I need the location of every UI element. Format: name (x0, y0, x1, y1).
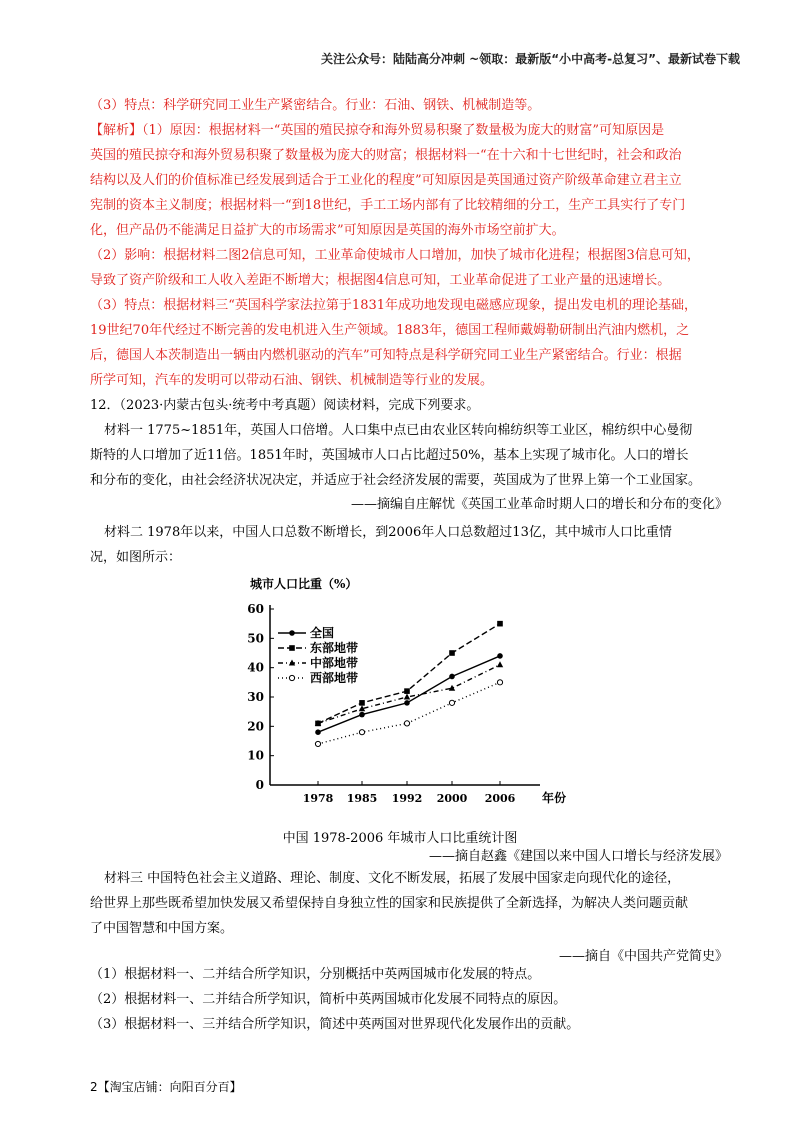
answer-line: 化，但产品仍不能满足日益扩大的市场需求”可知原因是英国的海外市场空前扩大。 (90, 223, 565, 238)
data-point (449, 700, 454, 705)
x-axis-label: 年份 (542, 791, 567, 805)
data-point (315, 729, 321, 735)
data-point (289, 675, 294, 680)
m3-line: 了中国智慧和中国方案。 (90, 921, 234, 936)
page-header: 关注公众号：陆陆高分冲刺 ~领取：最新版“小中高考-总复习”、最新试卷下载 (321, 52, 740, 66)
m3-line: 给世界上那些既希望加快发展又希望保持自身独立性的国家和民族提供了全新选择，为解决人类问题贡献 (90, 896, 689, 911)
answer-line: 结构以及人们的价值标准已经发展到适合于工业化的程度”可知原因是英国通过资产阶级革命建立君主立 (90, 173, 682, 188)
answer-line: 英国的殖民掠夺和海外贸易积聚了数量极为庞大的财富；根据材料一“在十六和十七世纪时，社会和政治 (90, 148, 682, 163)
data-point (359, 712, 365, 718)
legend-label: 东部地带 (310, 641, 359, 655)
asks-line: （3）根据材料一、三并结合所学知识，简述中英两国对世界现代化发展作出的贡献。 (90, 1017, 580, 1032)
y-tick-label: 0 (255, 778, 264, 792)
material-three-source: ——摘自《中国共产党简史》 (558, 949, 728, 964)
legend-label: 中部地带 (310, 656, 359, 670)
population-chart (230, 570, 570, 820)
answer-line: （3）特点：根据材料三“英国科学家法拉第于1831年成功地发现电磁感应现象，提出发电机的理论基础， (90, 298, 698, 313)
asks-line: （1）根据材料一、二并结合所学知识，分别概括中英两国城市化发展的特点。 (90, 967, 541, 982)
y-tick-label: 50 (247, 631, 264, 646)
x-tick-label: 1985 (346, 792, 378, 805)
data-point (359, 730, 364, 735)
question-title: 12．（2023·内蒙古包头·统考中考真题）阅读材料，完成下列要求。 (90, 398, 480, 413)
m3-line: 材料三 中国特色社会主义道路、理论、制度、文化不断发展，拓展了发展中国家走向现代化的途径， (104, 871, 681, 886)
m2-line: 况，如图所示： (90, 550, 182, 565)
data-point (359, 700, 365, 706)
data-point (497, 661, 503, 667)
x-tick-label: 2000 (436, 792, 468, 805)
y-axis-label: 城市人口比重（%） (250, 577, 358, 591)
data-point (497, 680, 502, 685)
y-tick-label: 10 (247, 748, 264, 763)
material-two-source: ——摘自赵鑫《建国以来中国人口增长与经济发展》 (428, 849, 728, 864)
data-point (289, 630, 295, 636)
answer-line: 导致了资产阶级和工人收入差距不断增大；根据图4信息可知，工业革命促进了工业产量的迅速增长。 (90, 273, 671, 288)
x-tick-label: 1992 (391, 792, 423, 805)
data-point (404, 688, 410, 694)
answer-line: （2）影响：根据材料二图2信息可知，工业革命使城市人口增加，加快了城市化进程；根据图3信息可知， (90, 248, 700, 263)
answer-line: 19世纪70年代经过不断完善的发电机进入生产领域。1883年，德国工程师戴姆勒研制出汽油内燃机，之 (90, 323, 690, 338)
answer-line: 宪制的资本主义制度；根据材料一“到18世纪，手工工场内部有了比较精细的分工，生产工具实行了专门 (90, 198, 686, 213)
data-point (315, 741, 320, 746)
data-point (449, 650, 455, 656)
answer-line: 【解析】（1）原因：根据材料一“英国的殖民掠夺和海外贸易积聚了数量极为庞大的财富”可知原因是 (90, 123, 665, 138)
legend-label: 全国 (310, 626, 335, 640)
x-tick-label: 2006 (484, 792, 516, 805)
m1-line: 斯特的人口增加了近11倍。1851年时，英国城市人口占比超过50%，基本上实现了城市化。人口的增长 (90, 448, 689, 463)
data-point (404, 694, 410, 700)
answer-line: （3）特点：科学研究同工业生产紧密结合。行业：石油、钢铁、机械制造等。 (90, 98, 541, 113)
chart-legend (278, 625, 358, 685)
data-point (404, 721, 409, 726)
x-tick-label: 1978 (302, 792, 334, 805)
legend-label: 西部地带 (310, 671, 359, 685)
data-point (497, 653, 503, 659)
data-point (289, 645, 295, 651)
answer-line: 所学可知，汽车的发明可以带动石油、钢铁、机械制造等行业的发展。 (90, 373, 494, 388)
material-one-source: ——摘编自庄解忧《英国工业革命时期人口的增长和分布的变化》 (350, 497, 728, 512)
answer-line: 后，德国人本茨制造出一辆由内燃机驱动的汽车”可知特点是科学研究同工业生产紧密结合。行业：根据 (90, 348, 682, 363)
y-tick-label: 20 (247, 719, 264, 734)
m1-line: 和分布的变化，由社会经济状况决定，并适应于社会经济发展的需要，英国成为了世界上第一个工业国家。 (90, 473, 702, 488)
page-footer: 2【淘宝店铺：向阳百分百】 (90, 1080, 242, 1094)
data-point (449, 674, 455, 680)
y-tick-label: 40 (247, 660, 264, 675)
data-point (404, 700, 410, 706)
m1-line: 材料一 1775~1851年，英国人口倍增。人口集中点已由农业区转向棉纺织等工业区，棉纺织中心曼彻 (104, 423, 693, 438)
y-tick-label: 60 (247, 602, 264, 616)
data-point (497, 621, 503, 627)
m2-line: 材料二 1978年以来，中国人口总数不断增长，到2006年人口总数超过13亿，其中城市人口比重情 (104, 525, 672, 540)
y-tick-label: 30 (247, 690, 264, 704)
asks-line: （2）根据材料一、二并结合所学知识，简析中英两国城市化发展不同特点的原因。 (90, 992, 567, 1007)
chart-caption: 中国 1978-2006 年城市人口比重统计图 (282, 831, 518, 846)
